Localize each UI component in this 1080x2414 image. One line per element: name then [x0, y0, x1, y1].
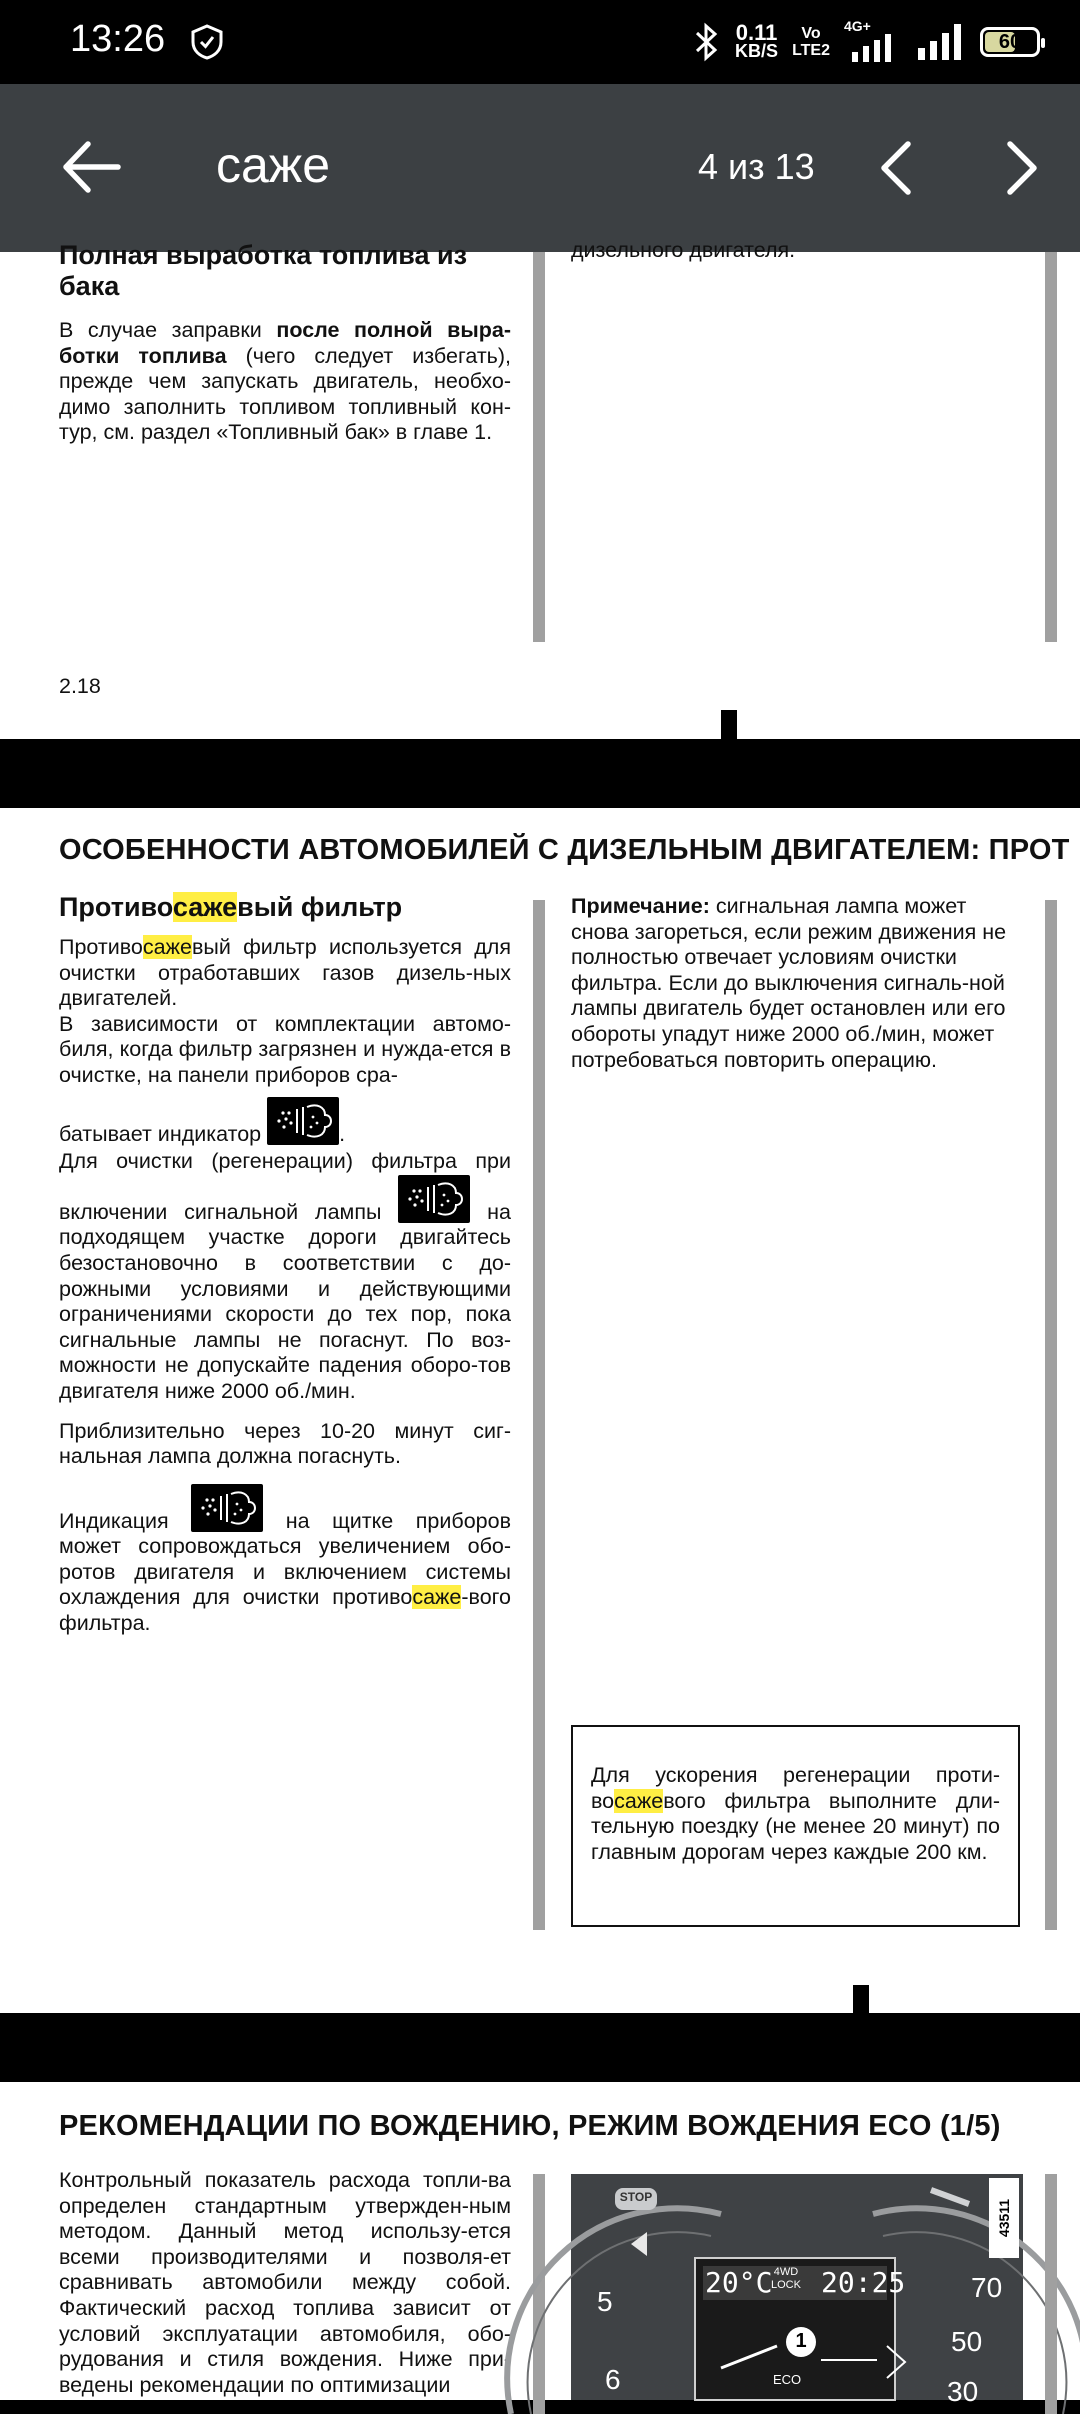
info-box-text — [591, 1763, 1000, 1865]
column-divider — [533, 900, 545, 1930]
back-arrow-icon[interactable] — [58, 134, 124, 200]
paragraph: Контрольный показатель расхода топли-ва определен стандартным утвержден-ным методом. Данный метод использу-ется всеми производителями и позволя-ет сравнивать автомобили между собой. Фактический расход топлива зависит от условий эксплуатации автомобиля, обо-рудования и стиля вождения. Ниже при-ведены рекомендации по оптимизации — [59, 2168, 511, 2397]
text-run: В случае заправки — [59, 318, 277, 342]
volte-bottom: LTE2 — [792, 42, 830, 59]
battery-icon — [980, 27, 1040, 57]
status-bar — [0, 0, 1080, 84]
instrument-cluster-figure — [571, 2174, 1023, 2407]
stop-button-label: STOP — [619, 2190, 653, 2204]
text-run: Противо — [59, 892, 173, 922]
document-page — [0, 808, 1080, 2013]
text-run: -вого фильтра. — [59, 1585, 511, 1636]
paragraph — [59, 1149, 511, 1404]
text-run: Индикация — [59, 1508, 169, 1533]
particulate-filter-indicator-icon — [267, 1097, 339, 1145]
info-box — [571, 1725, 1020, 1927]
column-divider — [533, 252, 545, 642]
gauge-tick-label: 5 — [597, 2286, 613, 2317]
paragraph — [59, 318, 511, 446]
gauge-tick-label: 70 — [971, 2272, 1003, 2303]
next-match-chevron-icon[interactable] — [988, 136, 1052, 200]
right-column — [571, 238, 1023, 264]
heading-line: бака — [59, 271, 120, 301]
gauge-tick-label: 6 — [605, 2364, 621, 2395]
gauge-tick-label: 30 — [947, 2376, 979, 2407]
column-divider — [1045, 900, 1057, 1930]
text-run: на щитке приборов может сопровождаться увеличением обо-ротов двигателя и включением системы охлаждения для очистки противо — [59, 1508, 511, 1610]
paragraph: Приблизительно через 10-20 минут сиг-нальная лампа должна погаснуть. — [59, 1418, 511, 1469]
text-run: Для очистки (регенерации) фильтра при включении сигнальной лампы — [59, 1149, 511, 1224]
particulate-filter-indicator-icon — [191, 1484, 263, 1532]
section-heading — [59, 240, 511, 302]
network-speed — [735, 20, 779, 61]
status-time: 13:26 — [70, 18, 166, 60]
text-run: на подходящем участке дороги двигайтесь безостановочно в соответствии с до-рожными условиями и действующими ограничениями скорости до тех пор, пока сигнальные лампы не погаснут. По воз-можности не допускайте падения оборо-тов двигателя ниже 2000 об./мин. — [59, 1199, 511, 1403]
dash-temperature: 20°C — [705, 2266, 773, 2299]
dash-lock-label: LOCK — [771, 2279, 801, 2291]
paragraph: дизельного двигателя. — [571, 238, 796, 262]
particulate-filter-indicator-icon — [398, 1175, 470, 1223]
text-run: Противо — [59, 935, 143, 959]
page-banner-title: ОСОБЕННОСТИ АВТОМОБИЛЕЙ С ДИЗЕЛЬНЫМ ДВИГАТЕЛЕМ: ПРОТ — [59, 834, 1070, 866]
paragraph — [59, 1012, 511, 1089]
left-column — [59, 2168, 511, 2398]
text-run: вый фильтр используется для очистки отработавших газов дизель-ных двигателей. — [59, 935, 511, 1011]
figure-id-strip — [989, 2178, 1019, 2258]
signal-strength-icon — [914, 24, 966, 60]
paragraph: батывает индикатор . — [59, 1097, 511, 1148]
section-body — [59, 935, 511, 1637]
signal-4g-icon — [844, 18, 900, 62]
dash-clock: 20:25 — [821, 2266, 906, 2299]
paragraph — [59, 935, 511, 1012]
text-run: вый фильтр — [237, 892, 403, 922]
dash-4wd-lock — [771, 2266, 801, 2292]
network-speed-unit: KB/S — [735, 41, 779, 61]
text-run: Для ускорения регенерации проти-во — [591, 1763, 1000, 1813]
find-in-document-toolbar — [0, 84, 1080, 252]
text-run: В зависимости от комплектации автомо-биля, когда фильтр загрязнен и нужда-ется в очистке, на панели приборов сра- — [59, 1011, 511, 1087]
document-page — [0, 238, 1080, 739]
document-page — [0, 2082, 1080, 2407]
dash-4wd-label: 4WD — [773, 2266, 799, 2278]
heading-line: Полная выработка топлива из — [59, 240, 468, 270]
bold-text: после полной выра-ботки топлива — [59, 318, 511, 368]
network-type: 4G+ — [844, 18, 871, 34]
left-column — [59, 240, 511, 446]
right-column — [571, 894, 1023, 1073]
dash-eco-label: ECO — [773, 2372, 802, 2387]
network-speed-value: 0.11 — [735, 20, 778, 45]
text-run: батывает индикатор — [59, 1121, 262, 1146]
search-highlight: саже — [412, 1585, 462, 1610]
search-highlight: саже — [614, 1788, 664, 1813]
page-marker — [721, 710, 737, 740]
previous-match-chevron-icon[interactable] — [868, 136, 932, 200]
note-paragraph — [571, 894, 1023, 1073]
column-divider — [533, 2174, 545, 2414]
left-column — [59, 892, 511, 1637]
callout-number: 1 — [795, 2330, 807, 2352]
bluetooth-icon — [691, 22, 721, 62]
section-heading — [59, 892, 511, 923]
page-number: 2.18 — [59, 674, 101, 698]
volte-top: Vo — [801, 25, 821, 42]
battery-level: 60 — [998, 30, 1022, 53]
shield-check-icon — [190, 24, 224, 60]
page-marker — [853, 1985, 869, 2015]
column-divider — [1045, 252, 1057, 642]
volte-indicator — [792, 25, 830, 59]
column-divider — [1045, 2174, 1057, 2414]
paragraph — [59, 1484, 511, 1637]
match-counter: 4 из 13 — [698, 146, 815, 187]
text-run: вого фильтра выполните дли-тельную поездку (не менее 20 минут) по главным дорогам через каждые 200 км. — [591, 1788, 1000, 1864]
search-query-input[interactable]: саже — [216, 137, 331, 193]
search-highlight: саже — [142, 935, 192, 959]
text-run: (чего следует избегать), прежде чем запускать двигатель, необхо-димо заполнить топливом топливный кон-тур, см. раздел «Топливный бак» в главе 1. — [59, 343, 511, 445]
search-highlight: саже — [172, 892, 238, 922]
page-banner-title: РЕКОМЕНДАЦИИ ПО ВОЖДЕНИЮ, РЕЖИМ ВОЖДЕНИЯ ECO (1/5) — [59, 2110, 1001, 2142]
note-label: Примечание: — [571, 894, 710, 918]
figure-id: 43511 — [996, 2198, 1012, 2238]
text-run: сигнальная лампа может снова загореться, если режим движения не полностью отвечает условиям очистки фильтра. Если до выключения сигналь-ной лампы двигатель будет остановлен или его обороты упадут ниже 2000 об./мин, может потребоваться повторить операцию. — [571, 894, 1007, 1072]
gauge-tick-label: 50 — [951, 2326, 983, 2357]
